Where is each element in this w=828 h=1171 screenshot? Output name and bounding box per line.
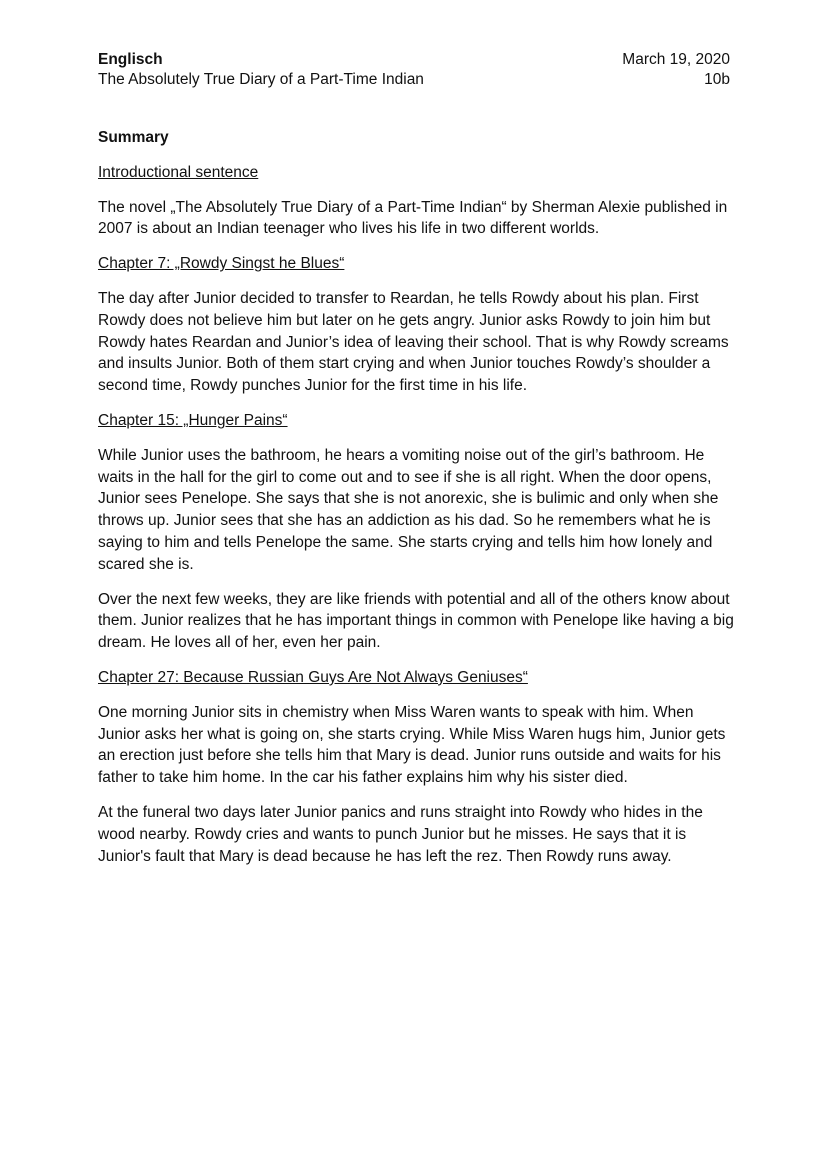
intro-heading: Introductional sentence: [98, 163, 259, 181]
header-date: March 19, 2020: [622, 51, 730, 68]
header-left: [98, 50, 424, 90]
chapter15-paragraph-2: Over the next few weeks, they are like friends with potential and all of the others know about them. Junior realizes that he has important things in common with Penelope like having a big dream. He loves all of her, even her pain.: [98, 590, 734, 652]
chapter7-heading: Chapter 7: „Rowdy Singst he Blues“: [98, 255, 345, 273]
header-class: 10b: [704, 71, 730, 88]
header-book-title: The Absolutely True Diary of a Part-Time Indian: [98, 71, 424, 88]
chapter27-paragraph-1: One morning Junior sits in chemistry when Miss Waren wants to speak with him. When Junior asks her what is going on, she starts crying. While Miss Waren hugs him, Junior gets an erection just before she tells him that Mary is dead. Junior runs outside and waits for his father to take him home. In the car his father explains him why his sister died.: [98, 703, 726, 787]
intro-paragraph: The novel „The Absolutely True Diary of a Part-Time Indian“ by Sherman Alexie published in 2007 is about an Indian teenager who lives his life in two different worlds.: [98, 198, 728, 238]
chapter15-heading: Chapter 15: „Hunger Pains“: [98, 411, 288, 429]
chapter15-paragraph-1: While Junior uses the bathroom, he hears a vomiting noise out of the girl’s bathroom. He waits in the hall for the girl to come out and to see if she is all right. When the door opens, Junior sees Penelope. She says that she is not anorexic, she is bulimic and only when she throws up. Junior sees that she has an addiction as his dad. So he remembers what he is saying to him and tells Penelope the same. She starts crying and tells him how lonely and scared she is.: [98, 446, 719, 573]
chapter27-heading: Chapter 27: Because Russian Guys Are Not Always Geniuses“: [98, 668, 528, 686]
page-header: [98, 50, 730, 94]
header-right: [622, 50, 730, 90]
summary-title: Summary: [98, 129, 169, 146]
chapter27-paragraph-2: At the funeral two days later Junior panics and runs straight into Rowdy who hides in the wood nearby. Rowdy cries and wants to punch Junior but he misses. He says that it is Junior's fault that Mary is dead because he has left the rez. Then Rowdy runs away.: [98, 803, 703, 865]
chapter7-paragraph: The day after Junior decided to transfer to Reardan, he tells Rowdy about his plan. First Rowdy does not believe him but later on he gets angry. Junior asks Rowdy to join him but Rowdy hates Reardan and Junior’s idea of leaving their school. That is why Rowdy screams and insults Junior. Both of them start crying and when Junior touches Rowdy’s shoulder a second time, Rowdy punches Junior for the first time in his life.: [98, 289, 729, 395]
document-body: [98, 127, 734, 880]
header-subject: Englisch: [98, 51, 163, 68]
